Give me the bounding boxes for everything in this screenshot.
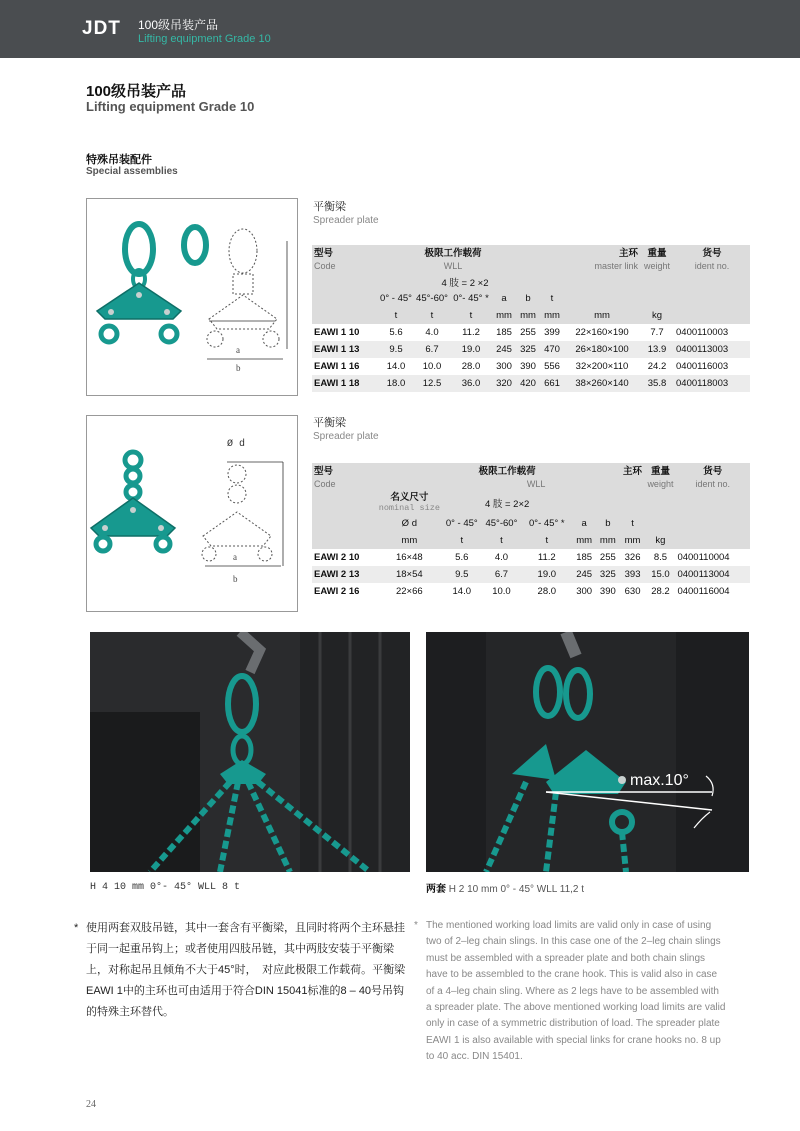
drawing-label-d: Ø d xyxy=(227,439,246,450)
page-number: 24 xyxy=(86,1099,96,1110)
unit: t xyxy=(450,307,492,324)
table-row: EAWI 2 10 16×48 5.6 4.0 11.2 185 255 326 8.5 0400110004 xyxy=(314,552,730,563)
right-photo-caption xyxy=(426,880,584,895)
angle-col-2: 45°-60° xyxy=(414,290,450,307)
product1-image xyxy=(86,198,298,396)
unit: mm xyxy=(620,532,646,549)
unit: mm xyxy=(492,307,516,324)
section-title-zh: 特殊吊装配件 xyxy=(86,154,152,166)
dim-col-t: t xyxy=(540,290,564,307)
col-wll-en: WLL xyxy=(414,259,492,273)
left-photo-caption: H 4 10 mm 0°- 45° WLL 8 t xyxy=(90,882,241,893)
col-weight-en: weight xyxy=(647,479,674,489)
dim-col-a: a xyxy=(492,290,516,307)
note-english xyxy=(414,918,726,1066)
col-ident-zh: 货号 xyxy=(675,463,750,477)
drawing-label-b: b xyxy=(236,363,241,373)
page-title-en: Lifting equipment Grade 10 xyxy=(86,99,255,114)
header-title-zh: 100级吊装产品 xyxy=(138,18,219,32)
header-title-en: Lifting equipment Grade 10 xyxy=(138,33,271,45)
note-star-en: * xyxy=(414,920,418,931)
section-title-en: Special assemblies xyxy=(86,166,178,177)
company-logo: JDT xyxy=(82,18,121,39)
dim-col-a: a xyxy=(572,515,596,532)
table-row: EAWI 2 13 18×54 9.5 6.7 19.0 245 325 393 15.0 0400113004 xyxy=(312,566,750,583)
unit: mm xyxy=(540,307,564,324)
table-row: EAWI 1 10 5.6 4.0 11.2 185 255 399 22×160×190 7.7 0400110003 xyxy=(314,327,729,338)
drawing-label-a: a xyxy=(233,552,237,562)
col-weight-en: weight xyxy=(640,259,674,273)
table-row: EAWI 1 18 18.0 12.5 36.0 320 420 661 38×260×140 35.8 0400118003 xyxy=(312,375,750,392)
product1-name-zh: 平衡梁 xyxy=(313,201,346,213)
col-wll-zh: 极限工作载荷 xyxy=(442,463,572,477)
unit: kg xyxy=(645,532,675,549)
product1-name-en: Spreader plate xyxy=(313,215,379,226)
col-model-en: Code xyxy=(312,259,378,273)
col-ident-zh: 货号 xyxy=(674,245,750,259)
table-row: EAWI 2 16 22×66 14.0 10.0 28.0 300 390 630 28.2 0400116004 xyxy=(314,586,730,597)
unit: mm xyxy=(516,307,540,324)
photo-four-leg-sling xyxy=(90,632,410,872)
col-diameter: Ø d xyxy=(377,515,442,532)
note-zh-text: 使用两套双肢吊链，其中一套含有平衡梁，且同时将两个主环悬挂于同一起重吊钩上；或者使用四肢吊链，其中两肢安装于平衡梁上，对称起吊且倾角不大于45°时， 对应此极限工作载荷。平衡梁EAWI 1中的主环也可由适用于符合DIN 15041标准的8 – 40号吊钩的特殊主环替代。 xyxy=(86,922,406,1018)
right-caption-rest: H 2 10 mm 0° - 45° WLL 11,2 t xyxy=(448,884,585,895)
table-row: EAWI 1 13 9.5 6.7 19.0 245 325 470 26×180×100 13.9 0400113003 xyxy=(312,341,750,358)
angle-col-3: 0°- 45° * xyxy=(450,290,492,307)
photo-spreader-plate-angle xyxy=(426,632,749,872)
col-wll-zh: 极限工作载荷 xyxy=(414,245,492,259)
note-en-text: The mentioned working load limits are valid only in case of using two of 2–leg chain slings. In this case one of the 2–leg chain slings must be assembled with a spreader plate and both chain slings have to be assembled to the crane hook. This is valid also in case of a 4–leg chain sling. Where as 2 legs have to be assembled with a spreader plate. The above mentioned working load limits are valid only in case of a symmetric distribution of load. The spreader plate EAWI 1 is also available with special links for crane hooks no. 8 up to 40 acc. DIN 15401. xyxy=(426,920,726,1063)
unit: t xyxy=(378,307,414,324)
dim-col-t: t xyxy=(620,515,646,532)
angle-col-1: 0° - 45° xyxy=(378,290,414,307)
nominal-size-zh: 名义尺寸 xyxy=(390,492,429,503)
col-weight-zh: 重量 xyxy=(645,463,675,477)
drawing-label-a: a xyxy=(236,345,240,355)
product2-name-zh: 平衡梁 xyxy=(313,417,346,429)
nominal-size-en: nominal size xyxy=(378,503,440,513)
unit: mm xyxy=(596,532,620,549)
unit: kg xyxy=(640,307,674,324)
dim-col-b: b xyxy=(596,515,620,532)
product2-name-en: Spreader plate xyxy=(313,431,379,442)
legs-label: 4 肢 = 2×2 xyxy=(442,491,572,515)
col-weight-zh: 重量 xyxy=(640,245,674,259)
col-ring-en: master link xyxy=(564,259,640,273)
table-row: EAWI 1 16 14.0 10.0 28.0 300 390 556 32×200×110 24.2 0400116003 xyxy=(314,361,729,372)
product1-spec-table xyxy=(312,245,750,392)
unit: t xyxy=(442,532,482,549)
angle-col-1: 0° - 45° xyxy=(442,515,482,532)
angle-annotation: max.10° xyxy=(630,772,689,789)
page-title-zh: 100级吊装产品 xyxy=(86,83,187,100)
drawing-label-b: b xyxy=(233,574,238,584)
unit: t xyxy=(414,307,450,324)
right-caption-zh: 两套 xyxy=(426,884,446,895)
note-star: * xyxy=(74,922,79,934)
angle-col-3: 0°- 45° * xyxy=(521,515,572,532)
col-wll-en: WLL xyxy=(442,477,572,491)
unit: mm xyxy=(564,307,640,324)
col-ring-zh: 主环 xyxy=(620,463,646,477)
col-model-zh: 型号 xyxy=(312,245,378,259)
angle-col-2: 45°-60° xyxy=(482,515,522,532)
unit: mm xyxy=(377,532,442,549)
unit: t xyxy=(521,532,572,549)
col-model-en: Code xyxy=(312,477,377,491)
col-model-zh: 型号 xyxy=(312,463,377,477)
col-ident-en: ident no. xyxy=(674,259,750,273)
product2-spec-table xyxy=(312,463,750,600)
unit: t xyxy=(482,532,522,549)
product2-image xyxy=(86,415,298,612)
note-chinese xyxy=(74,918,411,1023)
legs-label: 4 肢 = 2 ×2 xyxy=(414,273,516,290)
col-ring-zh: 主环 xyxy=(564,245,640,259)
dim-col-b: b xyxy=(516,290,540,307)
unit: mm xyxy=(572,532,596,549)
header-bar xyxy=(0,0,800,58)
col-ident-en: ident no. xyxy=(675,477,750,491)
